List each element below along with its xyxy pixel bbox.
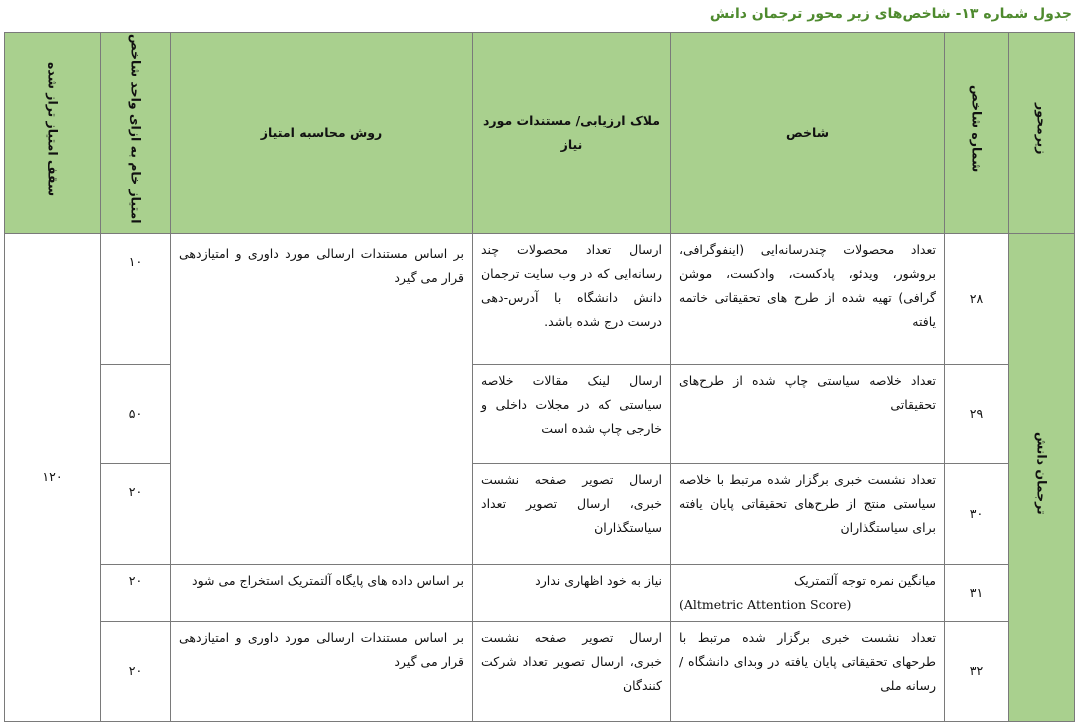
header-method: روش محاسبه امتیاز: [171, 33, 473, 234]
ceiling-cell: ۱۲۰: [5, 233, 101, 721]
index-no-cell: ۲۹: [945, 364, 1009, 463]
criteria-cell: نیاز به خود اظهاری ندارد: [473, 564, 671, 621]
axis-cell: ترجمان دانش: [1009, 233, 1075, 721]
indicator-cell: تعداد نشست خبری برگزار شده مرتبط با طرحهای تحقیقاتی پایان یافته در وبدای دانشگاه / رسانه ملی: [671, 621, 945, 721]
header-raw-score: امتیاز خام به ازای واحد شاخص: [101, 33, 171, 234]
criteria-cell: ارسال لینک مقالات خلاصه سیاستی که در مجلات داخلی و خارجی چاپ شده است: [473, 364, 671, 463]
index-no-cell: ۲۸: [945, 233, 1009, 364]
header-ceiling: سقف امتیاز تراز شده: [5, 33, 101, 234]
table-row: [5, 564, 1075, 621]
raw-score-cell: ۵۰: [101, 364, 171, 463]
criteria-cell: ارسال تصویر صفحه نشست خبری، ارسال تصویر تعداد شرکت کنندگان: [473, 621, 671, 721]
method-cell: بر اساس مستندات ارسالی مورد داوری و امتیازدهی قرار می گیرد: [171, 621, 473, 721]
raw-score-cell: ۲۰: [101, 564, 171, 621]
table-row: [5, 364, 1075, 463]
header-criteria: ملاک ارزیابی/ مستندات مورد نیاز: [473, 33, 671, 234]
indicator-english: (Altmetric Attention Score): [679, 596, 852, 612]
criteria-cell: ارسال تعداد محصولات چند رسانه‌ایی که در وب سایت ترجمان دانش دانشگاه با آدرس-دهی درست درج شده باشد.: [473, 233, 671, 364]
table-caption: جدول شماره ۱۳- شاخص‌های زیر محور ترجمان دانش: [709, 6, 1072, 22]
header-index-no: شماره شاخص: [945, 33, 1009, 234]
indicator-text: میانگین نمره توجه آلتمتریک: [794, 572, 936, 588]
raw-score-cell: ۲۰: [101, 463, 171, 564]
table-row: [5, 463, 1075, 564]
table-row: [5, 233, 1075, 364]
criteria-cell: ارسال تصویر صفحه نشست خبری، ارسال تصویر تعداد سیاستگذاران: [473, 463, 671, 564]
indicator-cell: تعداد خلاصه سیاستی چاپ شده از طرح‌های تحقیقاتی: [671, 364, 945, 463]
method-cell: بر اساس مستندات ارسالی مورد داوری و امتیازدهی قرار می گیرد: [171, 233, 473, 564]
indicator-cell: تعداد نشست خبری برگزار شده مرتبط با خلاصه سیاستی منتج از طرح‌های تحقیقاتی پایان یافته برای سیاستگذاران: [671, 463, 945, 564]
raw-score-cell: ۲۰: [101, 621, 171, 721]
method-cell: بر اساس داده های پایگاه آلتمتریک استخراج می شود: [171, 564, 473, 621]
raw-score-cell: ۱۰: [101, 233, 171, 364]
index-no-cell: ۳۲: [945, 621, 1009, 721]
index-no-cell: ۳۱: [945, 564, 1009, 621]
indicators-table: [4, 32, 1075, 722]
header-axis: زیرمحور: [1009, 33, 1075, 234]
index-no-cell: ۳۰: [945, 463, 1009, 564]
header-indicator: شاخص: [671, 33, 945, 234]
indicator-cell: تعداد محصولات چندرسانه‌ایی (اینفوگرافی، بروشور، ویدئو، پادکست، وادکست، موشن گرافی) تهیه شده از طرح های تحقیقاتی خاتمه یافته: [671, 233, 945, 364]
table-row: [5, 621, 1075, 721]
indicator-cell: [671, 564, 945, 621]
header-row: [5, 33, 1075, 234]
